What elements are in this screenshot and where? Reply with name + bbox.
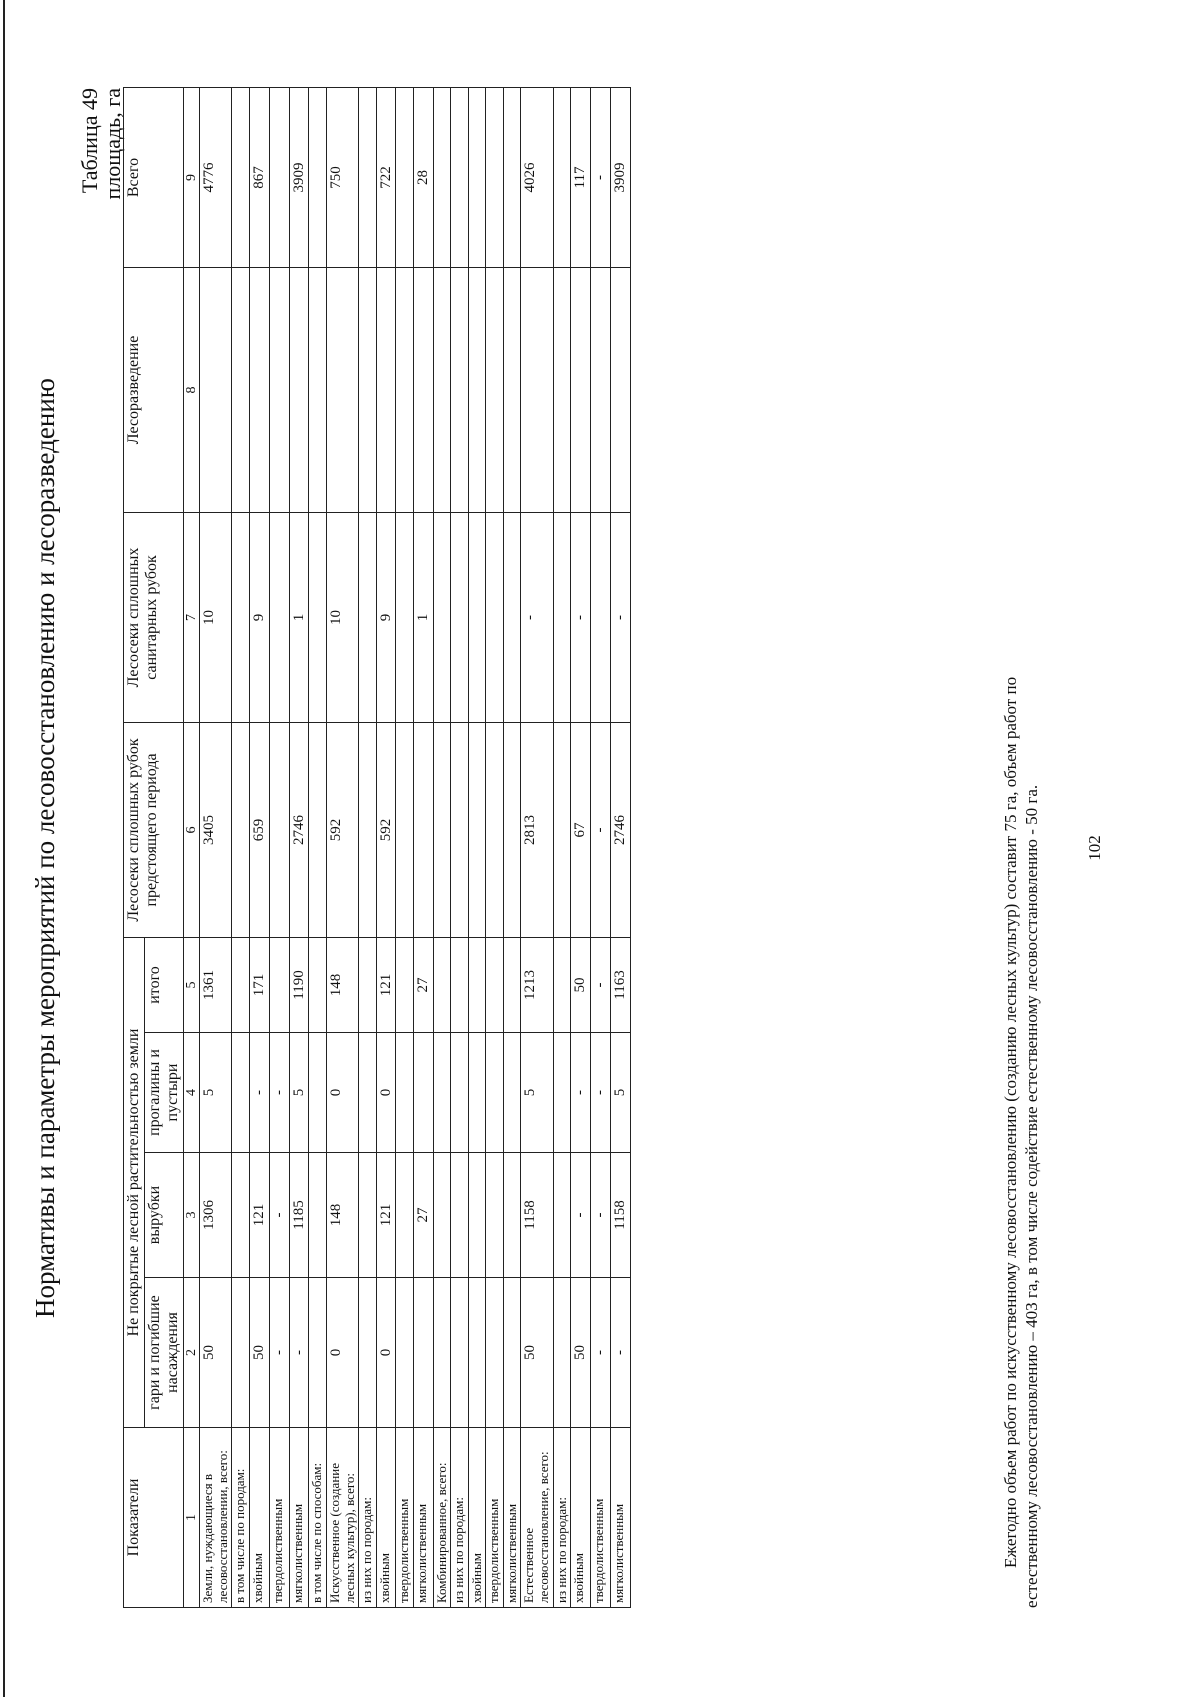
table-cell (451, 1278, 469, 1428)
table-cell (590, 512, 610, 722)
table-cell: 5 (610, 1033, 630, 1153)
table-cell: 1 (413, 512, 433, 722)
table-cell: 5 (200, 1033, 232, 1153)
table-cell: 4776 (200, 87, 232, 267)
table-cell (486, 937, 504, 1032)
table-cell (396, 937, 414, 1032)
table-cell (468, 1278, 486, 1428)
table-cell (200, 267, 232, 512)
table-cell (359, 937, 377, 1032)
table-row (433, 87, 451, 1607)
header-indicator: Показатели (124, 1428, 184, 1608)
table-cell: 50 (571, 937, 591, 1032)
table-row (413, 87, 433, 1607)
table-cell (232, 1278, 250, 1428)
table-cell (468, 512, 486, 722)
table-cell (433, 87, 451, 267)
table-cell: 1190 (289, 937, 309, 1032)
table-cell (451, 1033, 469, 1153)
table-cell (232, 512, 250, 722)
table-row (590, 87, 610, 1607)
table-cell (309, 267, 327, 512)
table-cell (468, 87, 486, 267)
table-cell (309, 1033, 327, 1153)
table-cell: 2813 (521, 722, 553, 937)
rotated-page (30, 48, 1170, 1648)
table-cell: - (269, 1153, 289, 1278)
table-cell (396, 1278, 414, 1428)
table-cell (359, 722, 377, 937)
table-row (553, 87, 571, 1607)
table-cell: 3909 (610, 87, 630, 267)
table-cell (503, 87, 521, 267)
row-label: твердолиственным (396, 1428, 414, 1608)
table-cell: 148 (326, 937, 358, 1032)
table-cell (232, 937, 250, 1032)
table-row (326, 87, 358, 1607)
table-cell: 9 (376, 512, 396, 722)
page-title: Нормативы и параметры мероприятий по лесовосстановлению и лесоразведению (30, 378, 60, 1318)
table-cell (503, 722, 521, 937)
column-number: 6 (183, 722, 200, 937)
table-cell (553, 512, 571, 722)
table-cell (269, 87, 289, 267)
table-cell (309, 1153, 327, 1278)
table-cell: 659 (250, 722, 270, 937)
table-cell: 5 (289, 1033, 309, 1153)
table-cell (309, 1278, 327, 1428)
table-cell: 50 (571, 1278, 591, 1428)
table-row (468, 87, 486, 1607)
table-cell (359, 1153, 377, 1278)
table-cell: - (590, 937, 610, 1032)
table-cell (433, 267, 451, 512)
table-cell (359, 1278, 377, 1428)
row-label: мягколиственным (289, 1428, 309, 1608)
table-cell (309, 937, 327, 1032)
row-label: твердолиственным (269, 1428, 289, 1608)
table-cell: 867 (250, 87, 270, 267)
table-cell (309, 87, 327, 267)
row-label: хвойным (468, 1428, 486, 1608)
row-label: Земли, нуждающиеся в лесовосстановлении, всего: (200, 1428, 232, 1608)
table-cell: 592 (326, 722, 358, 937)
table-cell (433, 512, 451, 722)
table-cell: 10 (326, 512, 358, 722)
table-cell (553, 87, 571, 267)
table-cell: 121 (250, 1153, 270, 1278)
table-cell: 3405 (200, 722, 232, 937)
table-cell: 1185 (289, 1153, 309, 1278)
table-cell (359, 267, 377, 512)
table-cell: 5 (521, 1033, 553, 1153)
table-cell: 0 (376, 1033, 396, 1153)
table-cell: - (590, 1278, 610, 1428)
row-label: в том числе по породам: (232, 1428, 250, 1608)
table-unit: площадь, га (100, 88, 126, 200)
table-row (521, 87, 553, 1607)
binding-line (3, 0, 5, 1697)
table-row (503, 87, 521, 1607)
row-label: Комбинированное, всего: (433, 1428, 451, 1608)
table-cell (396, 1153, 414, 1278)
table-cell: 9 (250, 512, 270, 722)
table-cell (553, 1278, 571, 1428)
measures-table (123, 87, 631, 1608)
table-row (250, 87, 270, 1607)
table-cell: 10 (200, 512, 232, 722)
row-label: мягколиственным (503, 1428, 521, 1608)
row-label: Естественное лесовосстановление, всего: (521, 1428, 553, 1608)
table-cell: - (289, 1278, 309, 1428)
table-cell (413, 1278, 433, 1428)
table-cell: 2746 (610, 722, 630, 937)
table-cell (503, 1278, 521, 1428)
row-label: из них по породам: (451, 1428, 469, 1608)
table-cell (486, 1153, 504, 1278)
column-number: 4 (183, 1033, 200, 1153)
table-cell (413, 722, 433, 937)
table-cell (468, 722, 486, 937)
column-number: 1 (183, 1428, 200, 1608)
table-cell: 1213 (521, 937, 553, 1032)
table-cell (503, 512, 521, 722)
table-cell: - (610, 1278, 630, 1428)
table-cell (396, 1033, 414, 1153)
table-cell: 171 (250, 937, 270, 1032)
table-cell: - (521, 512, 553, 722)
table-cell: 750 (326, 87, 358, 267)
row-label: мягколиственным (610, 1428, 630, 1608)
table-cell: - (590, 87, 610, 267)
table-cell: - (571, 512, 591, 722)
page-number: 102 (1085, 835, 1104, 861)
table-cell (433, 1033, 451, 1153)
table-cell: 27 (413, 1153, 433, 1278)
table-cell (486, 1033, 504, 1153)
table-cell (503, 1153, 521, 1278)
table-cell (468, 267, 486, 512)
table-cell: - (590, 722, 610, 937)
table-cell: 50 (250, 1278, 270, 1428)
table-cell (376, 267, 396, 512)
column-number: 9 (183, 87, 200, 267)
table-cell (590, 267, 610, 512)
table-cell (309, 722, 327, 937)
table-cell (468, 1033, 486, 1153)
table-cell (232, 1033, 250, 1153)
header-c3: вырубки (144, 1153, 183, 1278)
table-row (396, 87, 414, 1607)
table-cell: 0 (376, 1278, 396, 1428)
footnote-line-2: естественному лесовосстановлению – 403 га, в том числе содействие естественному лесовосстановлению - 50 га. (1022, 784, 1042, 1608)
column-number: 7 (183, 512, 200, 722)
table-row (269, 87, 289, 1607)
column-number: 5 (183, 937, 200, 1032)
table-cell: 0 (326, 1033, 358, 1153)
table-cell: 117 (571, 87, 591, 267)
table-cell (503, 267, 521, 512)
table-cell (468, 937, 486, 1032)
table-cell: 50 (521, 1278, 553, 1428)
table-caption (78, 88, 124, 199)
table-cell: - (571, 1153, 591, 1278)
row-label: твердолиственным (486, 1428, 504, 1608)
table-row (359, 87, 377, 1607)
table-row (232, 87, 250, 1607)
table-cell: 1 (289, 512, 309, 722)
column-numbers-row (183, 87, 200, 1607)
table-cell (553, 722, 571, 937)
table-cell (396, 267, 414, 512)
table-cell: 121 (376, 1153, 396, 1278)
row-label: из них по породам: (553, 1428, 571, 1608)
table-cell (396, 87, 414, 267)
table-cell (486, 722, 504, 937)
table-cell (486, 87, 504, 267)
table-cell: 1158 (610, 1153, 630, 1278)
table-row (376, 87, 396, 1607)
table-cell (396, 512, 414, 722)
table-cell: - (269, 1033, 289, 1153)
table-cell: 28 (413, 87, 433, 267)
table-row (451, 87, 469, 1607)
row-label: в том числе по способам: (309, 1428, 327, 1608)
table-cell (521, 267, 553, 512)
table-cell (396, 722, 414, 937)
table-cell (232, 1153, 250, 1278)
table-cell (451, 512, 469, 722)
table-cell: 0 (326, 1278, 358, 1428)
table-cell: - (250, 1033, 270, 1153)
table-cell (610, 267, 630, 512)
table-cell (451, 1153, 469, 1278)
table-cell (269, 722, 289, 937)
header-group: Не покрытые лесной растительностью земли (124, 937, 145, 1427)
table-cell (433, 937, 451, 1032)
table-cell: 722 (376, 87, 396, 267)
table-cell: 50 (200, 1278, 232, 1428)
table-cell (451, 87, 469, 267)
table-body (183, 87, 630, 1607)
table-cell: 148 (326, 1153, 358, 1278)
column-number: 2 (183, 1278, 200, 1428)
table-cell (451, 267, 469, 512)
row-label: хвойным (250, 1428, 270, 1608)
table-cell (486, 512, 504, 722)
table-cell (503, 937, 521, 1032)
table-cell (503, 1033, 521, 1153)
table-cell (269, 267, 289, 512)
header-c2: гари и погибшие насаждения (144, 1278, 183, 1428)
table-cell (553, 267, 571, 512)
footnote (1000, 88, 1043, 1608)
table-cell: 2746 (289, 722, 309, 937)
table-row (309, 87, 327, 1607)
table-cell (309, 512, 327, 722)
table-cell: 67 (571, 722, 591, 937)
table-cell (486, 1278, 504, 1428)
row-label: из них по породам: (359, 1428, 377, 1608)
table-cell: 4026 (521, 87, 553, 267)
table-cell: - (571, 1033, 591, 1153)
table-cell (433, 1153, 451, 1278)
column-number: 3 (183, 1153, 200, 1278)
table-cell (232, 722, 250, 937)
table-cell (468, 1153, 486, 1278)
table-cell (289, 267, 309, 512)
table-cell (553, 937, 571, 1032)
table-cell (553, 1153, 571, 1278)
table-cell (250, 267, 270, 512)
table-cell (553, 1033, 571, 1153)
table-cell (413, 1033, 433, 1153)
row-label: мягколиственным (413, 1428, 433, 1608)
footnote-line-1: Ежегодно объем работ по искусственному лесовосстановлению (созданию лесных культур) составит 75 га, объем работ по (1001, 676, 1020, 1568)
table-cell: 1158 (521, 1153, 553, 1278)
table-cell: 592 (376, 722, 396, 937)
header-c7: Лесосеки сплошных санитарных рубок (124, 512, 184, 722)
table-cell: - (590, 1033, 610, 1153)
table-cell (359, 1033, 377, 1153)
table-cell: 1361 (200, 937, 232, 1032)
table-cell (451, 937, 469, 1032)
row-label: хвойным (571, 1428, 591, 1608)
table-cell (269, 937, 289, 1032)
table-cell (433, 1278, 451, 1428)
table-cell: 27 (413, 937, 433, 1032)
table-row (610, 87, 630, 1607)
table-cell: - (590, 1153, 610, 1278)
row-label: Искусственное (создание лесных культур), всего: (326, 1428, 358, 1608)
header-c6: Лесосеки сплошных рубок предстоящего периода (124, 722, 184, 937)
table-cell: 121 (376, 937, 396, 1032)
table-cell (451, 722, 469, 937)
table-cell (232, 267, 250, 512)
table-cell: 1163 (610, 937, 630, 1032)
table-row (289, 87, 309, 1607)
table-number: Таблица 49 (77, 88, 102, 194)
header-c8: Лесоразведение (124, 267, 184, 512)
header-c4: прогалины и пустыри (144, 1033, 183, 1153)
table-row (571, 87, 591, 1607)
table-cell (486, 267, 504, 512)
table-cell: - (269, 1278, 289, 1428)
header-c9: Всего (124, 87, 184, 267)
table-cell (359, 87, 377, 267)
table-cell (326, 267, 358, 512)
table-cell (571, 267, 591, 512)
table-cell (269, 512, 289, 722)
table-cell (232, 87, 250, 267)
header-c5: итого (144, 937, 183, 1032)
table-cell: 1306 (200, 1153, 232, 1278)
row-label: твердолиственным (590, 1428, 610, 1608)
table-cell (413, 267, 433, 512)
table-cell: - (610, 512, 630, 722)
table-cell (433, 722, 451, 937)
table-row (200, 87, 232, 1607)
column-number: 8 (183, 267, 200, 512)
table-row (486, 87, 504, 1607)
table-cell (359, 512, 377, 722)
table-cell: 3909 (289, 87, 309, 267)
row-label: хвойным (376, 1428, 396, 1608)
